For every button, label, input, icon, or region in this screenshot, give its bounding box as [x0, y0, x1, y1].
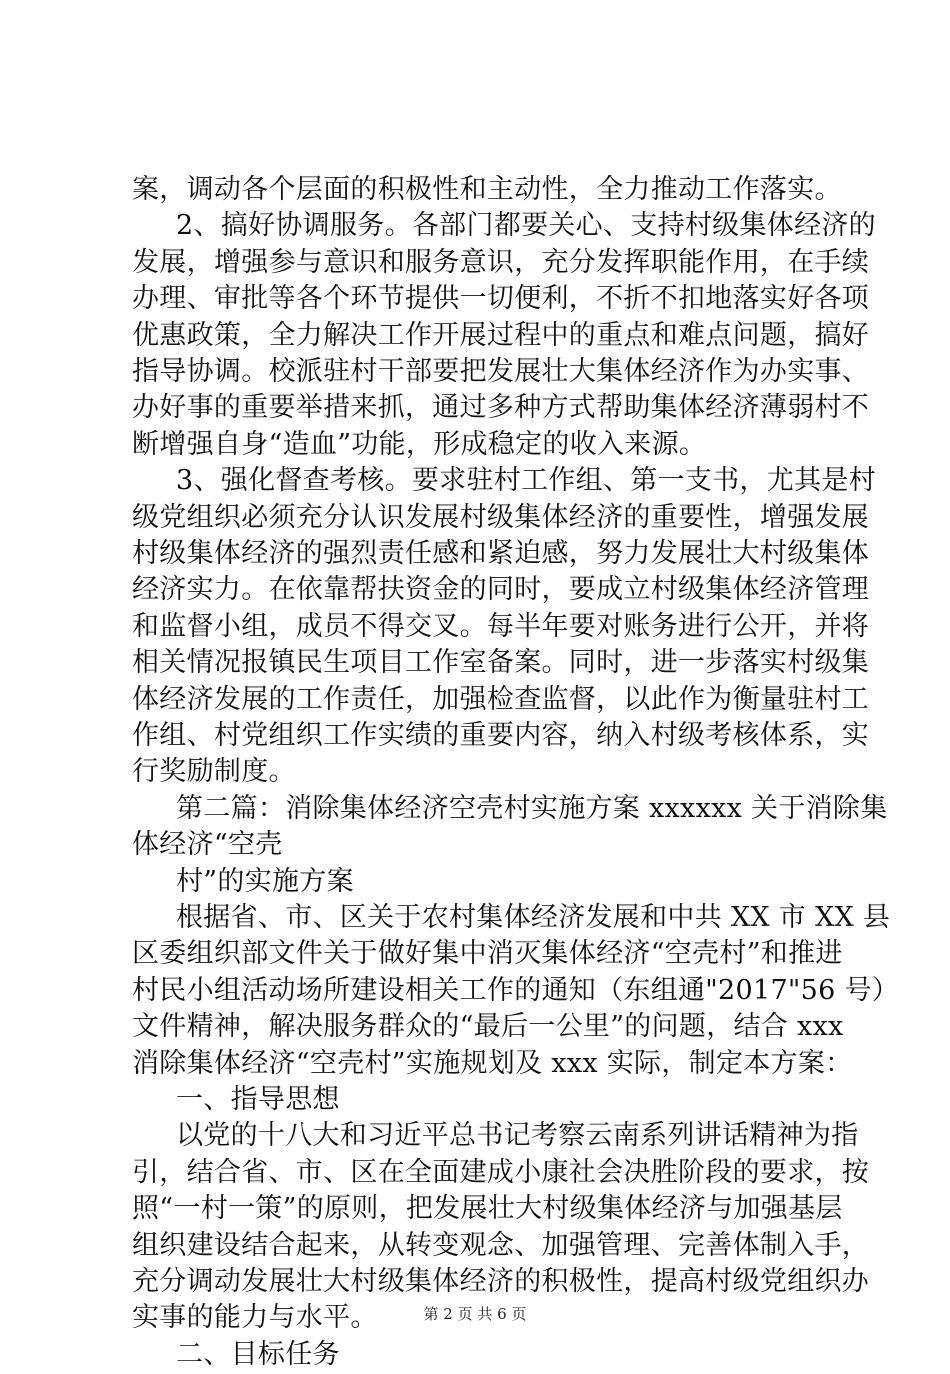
body-text-line: 照“一村一策”的原则，把发展壮大村级集体经济与加强基层: [132, 1193, 843, 1224]
body-text-line: 作组、村党组织工作实绩的重要内容，纳入村级考核体系，实: [132, 720, 870, 751]
body-text-line: 体经济发展的工作责任，加强检查监督，以此作为衡量驻村工: [132, 684, 870, 715]
body-text-line: 文件精神，解决服务群众的“最后一公里”的问题，结合 xxx: [132, 1011, 844, 1042]
body-text-line: 相关情况报镇民生项目工作室备案。同时，进一步落实村级集: [132, 647, 870, 678]
body-text-line: 根据省、市、区关于农村集体经济发展和中共 XX 市 XX 县: [176, 902, 891, 933]
body-text-line: 引，结合省、市、区在全面建成小康社会决胜阶段的要求，按: [132, 1157, 870, 1188]
section-heading: 第二篇：消除集体经济空壳村实施方案 xxxxxx 关于消除集: [176, 793, 888, 824]
body-text-line: 经济实力。在依靠帮扶资金的同时，要成立村级集体经济管理: [132, 574, 870, 605]
body-text-line: 指导协调。校派驻村干部要把发展壮大集体经济作为办实事、: [132, 356, 870, 387]
subsection-heading: 一、指导思想: [176, 1084, 340, 1115]
body-text-line: 实事的能力与水平。: [132, 1302, 378, 1333]
body-text-line: 行奖励制度。: [132, 756, 296, 787]
body-text-line: 以党的十八大和习近平总书记考察云南系列讲话精神为指: [176, 1120, 859, 1151]
body-text-line: 案，调动各个层面的积极性和主动性，全力推动工作落实。: [132, 174, 842, 205]
body-text-line: 村级集体经济的强烈责任感和紧迫感，努力发展壮大村级集体: [132, 538, 870, 569]
subsection-heading: 二、目标任务: [176, 1339, 340, 1370]
body-text-line: 充分调动发展壮大村级集体经济的积极性，提高村级党组织办: [132, 1266, 870, 1297]
body-text-line: 消除集体经济“空壳村”实施规划及 xxx 实际，制定本方案：: [132, 1048, 853, 1079]
body-text-line: 级党组织必须充分认识发展村级集体经济的重要性，增强发展: [132, 502, 870, 533]
body-text-line: 村民小组活动场所建设相关工作的通知（东组通"2017"56 号）: [132, 975, 900, 1006]
body-text-line: 组织建设结合起来，从转变观念、加强管理、完善体制入手，: [132, 1230, 870, 1261]
body-text-line: 2、搞好协调服务。各部门都要关心、支持村级集体经济的: [176, 210, 876, 241]
page-number-footer: 第 2 页 共 6 页: [423, 1305, 527, 1323]
body-text-line: 办理、审批等各个环节提供一切便利，不折不扣地落实好各项: [132, 283, 870, 314]
body-text-line: 和监督小组，成员不得交叉。每半年要对账务进行公开，并将: [132, 611, 870, 642]
body-text-line: 办好事的重要举措来抓，通过多种方式帮助集体经济薄弱村不: [132, 392, 870, 423]
body-text-line: 区委组织部文件关于做好集中消灭集体经济“空壳村”和推进: [132, 938, 843, 969]
body-text-line: 断增强自身“造血”功能，形成稳定的收入来源。: [132, 429, 707, 460]
body-text-line: 优惠政策，全力解决工作开展过程中的重点和难点问题，搞好: [132, 320, 870, 351]
section-heading-continued: 体经济“空壳: [132, 829, 283, 860]
body-text-line: 3、强化督查考核。要求驻村工作组、第一支书，尤其是村: [176, 465, 876, 496]
document-title: 村”的实施方案: [176, 866, 354, 897]
body-text-line: 发展，增强参与意识和服务意识，充分发挥职能作用，在手续: [132, 247, 870, 278]
